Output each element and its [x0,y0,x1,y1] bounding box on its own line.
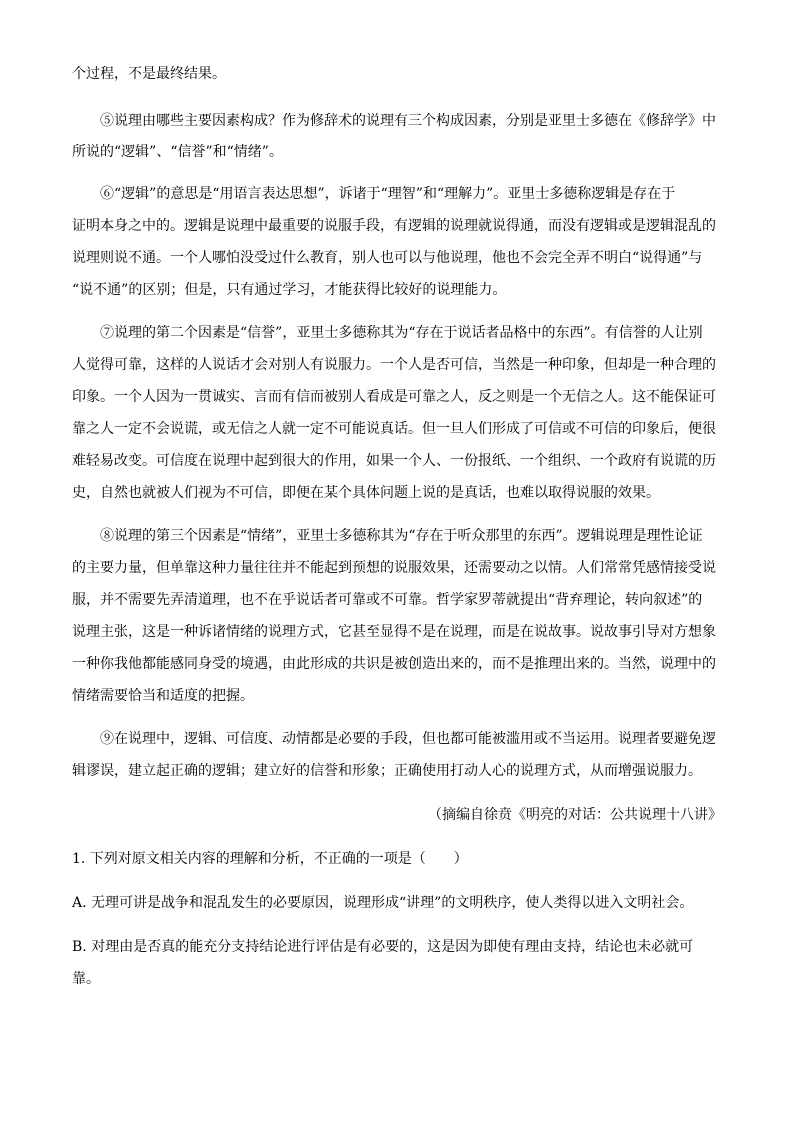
paragraph-8-line-2: 的主要力量，但单靠这种力量往往并不能起到预想的说服效果，还需要动之以情。人们常常凭感情接受说 [72,560,716,576]
paragraph-8-line-1: ⑧说理的第三个因素是“情绪”，亚里士多德称其为“存在于听众那里的东西”。逻辑说理是理性论证 [100,528,703,544]
paragraph-5-line-2: 所说的“逻辑”、“信誉”和“情绪”。 [72,144,283,160]
paragraph-8-line-4: 说理主张，这是一种诉诸情绪的说理方式，它甚至显得不是在说理，而是在说故事。说故事引导对方想象 [72,624,716,640]
paragraph-6-line-1: ⑥“逻辑”的意思是“用语言表达思想”，诉诸于“理智”和“理解力”。亚里士多德称逻辑是存在于 [100,186,676,202]
paragraph-7-line-3: 印象。一个人因为一贯诚实、言而有信而被别人看成是可靠之人，反之则是一个无信之人。这不能保证可 [72,389,716,405]
paragraph-6-line-2: 证明本身之中的。逻辑是说理中最重要的说服手段，有逻辑的说理就说得通，而没有逻辑或是逻辑混乱的 [72,218,716,234]
paragraph-7-line-5: 难轻易改变。可信度在说理中起到很大的作用，如果一个人、一份报纸、一个组织、一个政府有说谎的历 [72,453,716,469]
option-a: A. 无理可讲是战争和混乱发生的必要原因，说理形成“讲理”的文明秩序，使人类得以进入文明社会。 [72,895,694,911]
paragraph-7-line-2: 人觉得可靠，这样的人说话才会对别人有说服力。一个人是否可信，当然是一种印象，但却是一种合理的 [72,357,716,373]
option-b-line-2: 靠。 [72,971,100,987]
paragraph-7-line-6: 史，自然也就被人们视为不可信，即便在某个具体问题上说的是真话，也难以取得说服的效果。 [72,485,660,501]
paragraph-6-line-3: 说理则说不通。一个人哪怕没受过什么教育，别人也可以与他说理，他也不会完全弄不明白“说得通”与 [72,250,703,266]
paragraph-6-line-4: “说不通”的区别；但是，只有通过学习，才能获得比较好的说理能力。 [72,282,507,298]
paragraph-8-line-6: 情绪需要恰当和适度的把握。 [72,688,254,704]
paragraph-5-line-1: ⑤说理由哪些主要因素构成？作为修辞术的说理有三个构成因素，分别是亚里士多德在《修辞学》中 [100,113,716,129]
paragraph-9-line-2: 辑谬误，建立起正确的逻辑；建立好的信誉和形象；正确使用打动人心的说理方式，从而增强说服力。 [72,763,702,779]
paragraph-line: 个过程，不是最终结果。 [72,66,226,82]
paragraph-9-line-1: ⑨在说理中，逻辑、可信度、动情都是必要的手段，但也都可能被滥用或不当运用。说理者要避免逻 [100,731,716,747]
option-b-line-1: B. 对理由是否真的能充分支持结论进行评估是有必要的，这是因为即使有理由支持，结论也未必就可 [72,939,694,955]
paragraph-7-line-4: 靠之人一定不会说谎，或无信之人就一定不可能说真话。但一旦人们形成了可信或不可信的印象后，便很 [72,421,716,437]
paragraph-7-line-1: ⑦说理的第二个因素是“信誉”，亚里士多德称其为“存在于说话者品格中的东西”。有信誉的人让别 [100,325,703,341]
paragraph-8-line-3: 服，并不需要先弄清道理，也不在乎说话者可靠或不可靠。哲学家罗蒂就提出“背弃理论，转向叙述”的 [72,592,703,608]
question-stem: 1. 下列对原文相关内容的理解和分析，不正确的一项是（ ） [72,851,468,867]
source-citation: （摘编自徐贲《明亮的对话：公共说理十八讲》 [428,807,722,823]
paragraph-8-line-5: 一种你我他都能感同身受的境遇，由此形成的共识是被创造出来的，而不是推理出来的。当然，说理中的 [72,656,716,672]
